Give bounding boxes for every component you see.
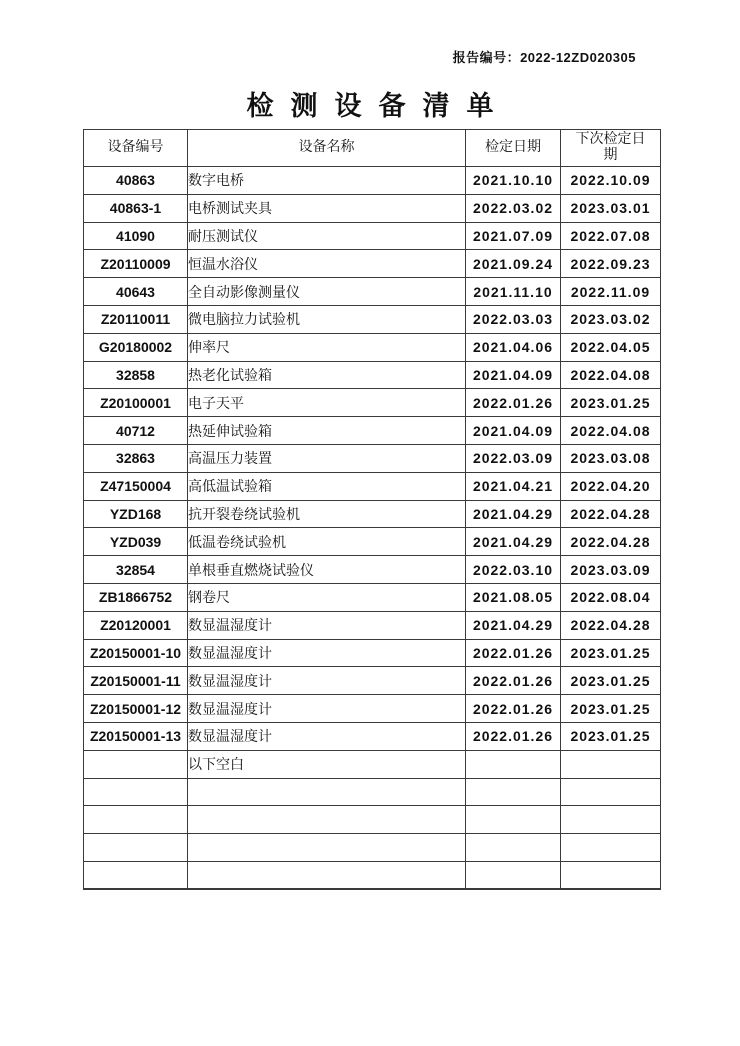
- equipment-id-cell: Z20150001-11: [84, 667, 188, 695]
- calibration-date-cell: 2022.03.09: [466, 444, 561, 472]
- table-row: [84, 361, 661, 389]
- next-calibration-date-cell: 2023.03.08: [561, 444, 661, 472]
- next-calibration-date-cell: 2023.01.25: [561, 389, 661, 417]
- equipment-name-cell: 伸率尺: [188, 333, 466, 361]
- equipment-id-cell: 40863: [84, 167, 188, 195]
- equipment-name-cell: 耐压测试仪: [188, 222, 466, 250]
- equipment-id-cell: YZD168: [84, 500, 188, 528]
- next-calibration-date-cell: 2023.01.25: [561, 639, 661, 667]
- equipment-name-cell: 电子天平: [188, 389, 466, 417]
- calibration-date-cell: [466, 861, 561, 889]
- table-row: [84, 778, 661, 806]
- calibration-date-cell: 2021.11.10: [466, 278, 561, 306]
- equipment-name-cell: [188, 778, 466, 806]
- next-calibration-date-cell: 2022.09.23: [561, 250, 661, 278]
- header-row: [84, 130, 661, 167]
- table-row: [84, 305, 661, 333]
- table-row: [84, 722, 661, 750]
- table-row: [84, 583, 661, 611]
- equipment-name-cell: [188, 834, 466, 862]
- calibration-date-cell: 2021.04.21: [466, 472, 561, 500]
- table-row: [84, 861, 661, 889]
- calibration-date-cell: 2021.07.09: [466, 222, 561, 250]
- equipment-name-cell: 数显温湿度计: [188, 667, 466, 695]
- equipment-name-cell: 热延伸试验箱: [188, 417, 466, 445]
- table-row: [84, 611, 661, 639]
- next-calibration-date-cell: [561, 834, 661, 862]
- equipment-name-cell: 高温压力装置: [188, 444, 466, 472]
- next-calibration-date-cell: 2022.04.28: [561, 500, 661, 528]
- next-calibration-date-cell: 2023.01.25: [561, 667, 661, 695]
- table-row: [84, 472, 661, 500]
- table-row: [84, 667, 661, 695]
- equipment-id-cell: Z20120001: [84, 611, 188, 639]
- equipment-id-cell: YZD039: [84, 528, 188, 556]
- calibration-date-cell: 2022.01.26: [466, 389, 561, 417]
- table-row: [84, 278, 661, 306]
- equipment-id-cell: Z20110009: [84, 250, 188, 278]
- header-next-calibration-date: 下次检定日期: [561, 130, 661, 167]
- table-row: [84, 222, 661, 250]
- header-equipment-name: 设备名称: [188, 130, 466, 167]
- equipment-table-body: [84, 167, 661, 890]
- calibration-date-cell: 2021.04.29: [466, 500, 561, 528]
- equipment-id-cell: 40863-1: [84, 194, 188, 222]
- table-row: [84, 333, 661, 361]
- equipment-id-cell: 40643: [84, 278, 188, 306]
- table-row: [84, 417, 661, 445]
- next-calibration-date-cell: 2022.04.08: [561, 417, 661, 445]
- calibration-date-cell: 2022.03.02: [466, 194, 561, 222]
- table-row: [84, 750, 661, 778]
- equipment-id-cell: 40712: [84, 417, 188, 445]
- next-calibration-date-cell: [561, 806, 661, 834]
- equipment-id-cell: 32858: [84, 361, 188, 389]
- equipment-id-cell: [84, 861, 188, 889]
- equipment-name-cell: 热老化试验箱: [188, 361, 466, 389]
- equipment-name-cell: 数显温湿度计: [188, 722, 466, 750]
- calibration-date-cell: 2022.01.26: [466, 722, 561, 750]
- equipment-id-cell: Z20150001-13: [84, 722, 188, 750]
- next-calibration-date-cell: 2023.01.25: [561, 722, 661, 750]
- table-row: [84, 556, 661, 584]
- calibration-date-cell: [466, 750, 561, 778]
- calibration-date-cell: 2022.03.10: [466, 556, 561, 584]
- calibration-date-cell: 2021.08.05: [466, 583, 561, 611]
- next-calibration-date-cell: 2022.04.20: [561, 472, 661, 500]
- calibration-date-cell: [466, 778, 561, 806]
- equipment-id-cell: 32854: [84, 556, 188, 584]
- equipment-id-cell: G20180002: [84, 333, 188, 361]
- table-row: [84, 528, 661, 556]
- calibration-date-cell: 2021.04.09: [466, 417, 561, 445]
- equipment-name-cell: 钢卷尺: [188, 583, 466, 611]
- equipment-table-header: [84, 130, 661, 167]
- equipment-name-cell: 微电脑拉力试验机: [188, 305, 466, 333]
- equipment-id-cell: [84, 806, 188, 834]
- equipment-name-cell: 数显温湿度计: [188, 639, 466, 667]
- header-equipment-id: 设备编号: [84, 130, 188, 167]
- table-row: [84, 806, 661, 834]
- next-calibration-date-cell: 2023.03.09: [561, 556, 661, 584]
- equipment-id-cell: 32863: [84, 444, 188, 472]
- page-title: 检测设备清单: [246, 91, 511, 121]
- equipment-id-cell: Z20100001: [84, 389, 188, 417]
- calibration-date-cell: 2022.01.26: [466, 695, 561, 723]
- table-row: [84, 389, 661, 417]
- next-calibration-date-cell: 2023.03.01: [561, 194, 661, 222]
- next-calibration-date-cell: [561, 861, 661, 889]
- next-calibration-date-cell: 2022.04.05: [561, 333, 661, 361]
- calibration-date-cell: 2021.04.29: [466, 528, 561, 556]
- equipment-name-cell: 电桥测试夹具: [188, 194, 466, 222]
- table-row: [84, 834, 661, 862]
- calibration-date-cell: 2021.04.29: [466, 611, 561, 639]
- next-calibration-date-cell: 2022.08.04: [561, 583, 661, 611]
- equipment-name-cell: 数显温湿度计: [188, 611, 466, 639]
- table-row: [84, 639, 661, 667]
- equipment-name-cell: 抗开裂卷绕试验机: [188, 500, 466, 528]
- equipment-name-cell: 数显温湿度计: [188, 695, 466, 723]
- calibration-date-cell: 2021.09.24: [466, 250, 561, 278]
- calibration-date-cell: 2022.01.26: [466, 667, 561, 695]
- next-calibration-date-cell: [561, 750, 661, 778]
- table-row: [84, 250, 661, 278]
- next-calibration-date-cell: 2023.01.25: [561, 695, 661, 723]
- equipment-name-cell: [188, 861, 466, 889]
- calibration-date-cell: [466, 834, 561, 862]
- equipment-id-cell: ZB1866752: [84, 583, 188, 611]
- equipment-id-cell: Z20110011: [84, 305, 188, 333]
- table-row: [84, 194, 661, 222]
- table-row: [84, 500, 661, 528]
- equipment-id-cell: Z47150004: [84, 472, 188, 500]
- next-calibration-date-cell: 2022.04.28: [561, 611, 661, 639]
- calibration-date-cell: 2022.03.03: [466, 305, 561, 333]
- equipment-id-cell: [84, 750, 188, 778]
- equipment-table: [83, 129, 661, 890]
- equipment-id-cell: [84, 778, 188, 806]
- next-calibration-date-cell: 2022.11.09: [561, 278, 661, 306]
- report-number: 报告编号：2022-12ZD020305: [452, 50, 636, 65]
- next-calibration-date-cell: 2023.03.02: [561, 305, 661, 333]
- calibration-date-cell: 2021.10.10: [466, 167, 561, 195]
- next-calibration-date-cell: 2022.04.08: [561, 361, 661, 389]
- header-calibration-date: 检定日期: [466, 130, 561, 167]
- equipment-name-cell: 恒温水浴仪: [188, 250, 466, 278]
- equipment-name-cell: 单根垂直燃烧试验仪: [188, 556, 466, 584]
- equipment-name-cell: 数字电桥: [188, 167, 466, 195]
- equipment-name-cell: 低温卷绕试验机: [188, 528, 466, 556]
- next-calibration-date-cell: 2022.10.09: [561, 167, 661, 195]
- next-calibration-date-cell: [561, 778, 661, 806]
- table-row: [84, 695, 661, 723]
- calibration-date-cell: 2022.01.26: [466, 639, 561, 667]
- equipment-id-cell: 41090: [84, 222, 188, 250]
- next-calibration-date-cell: 2022.04.28: [561, 528, 661, 556]
- equipment-id-cell: Z20150001-12: [84, 695, 188, 723]
- table-row: [84, 444, 661, 472]
- equipment-name-cell: [188, 806, 466, 834]
- calibration-date-cell: 2021.04.06: [466, 333, 561, 361]
- equipment-name-cell: 以下空白: [188, 750, 466, 778]
- equipment-id-cell: Z20150001-10: [84, 639, 188, 667]
- calibration-date-cell: [466, 806, 561, 834]
- equipment-id-cell: [84, 834, 188, 862]
- equipment-name-cell: 高低温试验箱: [188, 472, 466, 500]
- next-calibration-date-cell: 2022.07.08: [561, 222, 661, 250]
- table-row: [84, 167, 661, 195]
- equipment-name-cell: 全自动影像测量仪: [188, 278, 466, 306]
- calibration-date-cell: 2021.04.09: [466, 361, 561, 389]
